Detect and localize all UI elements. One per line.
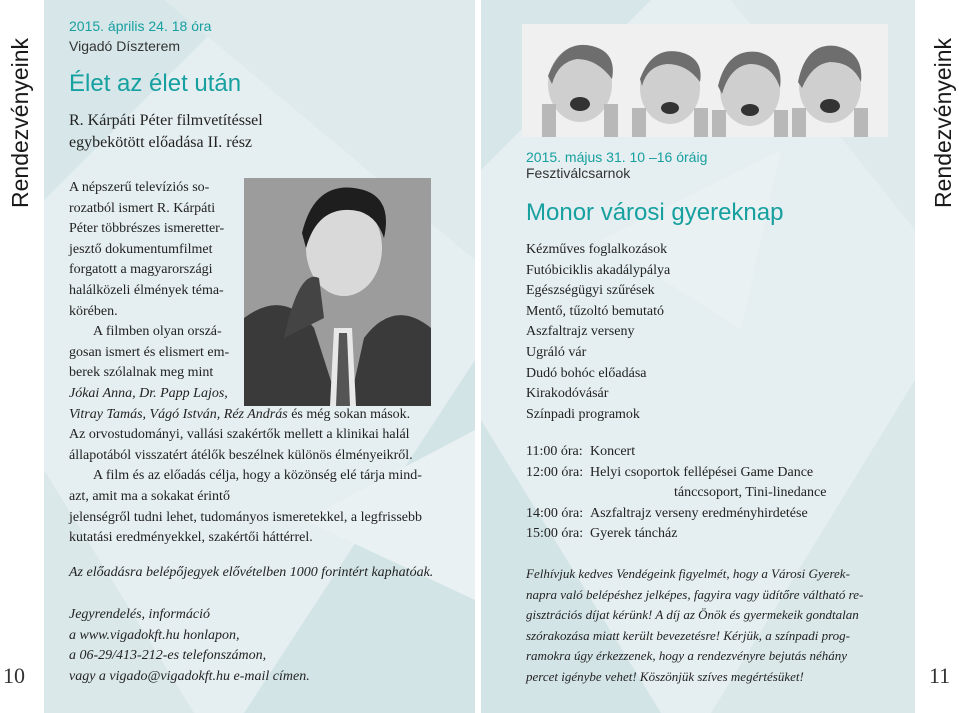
contact-line: a www.vigadokft.hu honlapon, <box>69 627 240 643</box>
body-line: gosan ismert és elismert em- <box>69 344 230 360</box>
contact-line: a 06-29/413-212-es telefonszámon, <box>69 648 267 664</box>
left-event-venue: Vigadó Díszterem <box>69 38 181 54</box>
body-line: Az orvostudományi, vallási szakértők mellett a klinikai halál <box>69 427 410 443</box>
activity-item: Futóbiciklis akadálypálya <box>526 262 671 278</box>
schedule-row <box>526 463 826 484</box>
notice-line: napra való belépéshez jelképes, fagyira vagy üdítőre váltható re- <box>526 586 864 602</box>
schedule-event: Koncert <box>590 444 636 459</box>
activities-list <box>526 240 670 425</box>
body-line <box>69 405 422 426</box>
contact-line: vagy a vigado@vigadokft.hu e-mail címen. <box>69 668 310 684</box>
schedule-time: 12:00 óra: <box>526 464 584 480</box>
activity-item: Ugráló vár <box>526 344 587 360</box>
subtitle-line: egybekötött előadása II. rész <box>69 134 253 151</box>
side-label-left: Rendezvényeink <box>7 37 33 208</box>
subtitle-line: R. Kárpáti Péter filmvetítéssel <box>69 112 263 129</box>
schedule-event: tánccsoport, Tini-linedance <box>674 485 827 501</box>
body-line: kutatási eredményekkel, szakértői háttérrel. <box>69 530 313 546</box>
body-line: jelenségről tudni lehet, tudományos ismeretekkel, a legfrissebb <box>69 509 423 525</box>
body-line: forgatott a magyarországi <box>69 262 213 278</box>
activity-item: Színpadi programok <box>526 406 640 422</box>
left-event-title: Élet az élet után <box>69 70 242 97</box>
left-body-text <box>69 178 422 549</box>
notice-line: percet igénybe vehet! Köszönjük szíves megértésüket! <box>526 668 804 684</box>
body-line: halálközeli élmények téma- <box>69 282 224 298</box>
activity-item: Kirakodóvásár <box>526 386 609 402</box>
children-photo <box>522 24 888 137</box>
schedule-event: Aszfaltrajz verseny eredményhirdetése <box>590 505 808 521</box>
body-line: körében. <box>69 303 118 319</box>
side-label-right: Rendezvényeink <box>930 37 956 208</box>
body-line: Jókai Anna, Dr. Papp Lajos, <box>69 385 228 401</box>
body-line: Péter többrészes ismeretter- <box>69 221 225 237</box>
page-number-right: 11 <box>929 663 951 688</box>
schedule-event: Gyerek táncház <box>590 526 678 542</box>
schedule-event: Helyi csoportok fellépései Game Dance <box>590 464 814 480</box>
names-rest: és még sokan mások. <box>287 406 411 422</box>
schedule-time: 11:00 óra: <box>526 444 583 459</box>
body-line: A film és az előadás célja, hogy a közönség elé tárja mind- <box>93 468 422 484</box>
left-event-subtitle <box>69 110 263 154</box>
schedule-row <box>526 483 826 504</box>
activity-item: Aszfaltrajz verseny <box>526 324 635 340</box>
contact-info <box>69 605 310 687</box>
notice-line: Felhívjuk kedves Vendégeink figyelmét, hogy a Városi Gyerek- <box>526 566 850 581</box>
notice-line: ramokra úgy érkezzenek, hogy a rendezvényre bejutás néhány <box>526 648 848 663</box>
page-number-left: 10 <box>3 663 25 688</box>
schedule-time: 15:00 óra: <box>526 526 584 542</box>
left-event-date: 2015. április 24. 18 óra <box>69 18 212 34</box>
schedule-row <box>526 524 826 545</box>
activity-item: Mentő, tűzoltó bemutató <box>526 303 665 319</box>
schedule-row <box>526 504 826 525</box>
body-line: rozatból ismert R. Kárpáti <box>69 200 216 216</box>
notice-line: szórakozása miatt került bevezetésre! Kérjük, a színpadi prog- <box>526 627 850 643</box>
notice-line: gisztrációs díjat kérünk! A díj az Önök és gyermekeik gondtalan <box>526 607 859 622</box>
body-line: állapotából visszatért átélők beszélnek különös élményeikről. <box>69 447 413 463</box>
schedule-list <box>526 442 826 545</box>
notice-text <box>526 564 863 687</box>
body-line: A népszerű televíziós so- <box>69 180 210 195</box>
body-line: A filmben olyan orszá- <box>93 324 222 340</box>
activity-item: Kézműves foglalkozások <box>526 242 668 257</box>
names-italic: Vitray Tamás, Vágó István, Réz András <box>69 406 288 422</box>
schedule-row <box>526 442 826 463</box>
ticket-note: Az előadásra belépőjegyek elővételben 1000 forintért kaphatóak. <box>69 565 434 580</box>
body-line: berek szólalnak meg mint <box>69 365 214 381</box>
contact-line: Jegyrendelés, információ <box>69 607 210 622</box>
right-event-date: 2015. május 31. 10 –16 óráig <box>526 149 708 165</box>
activity-item: Dudó bohóc előadása <box>526 365 647 381</box>
activity-item: Egészségügyi szűrések <box>526 283 655 299</box>
right-event-title: Monor városi gyereknap <box>526 199 784 226</box>
schedule-time: 14:00 óra: <box>526 505 584 521</box>
right-event-venue: Fesztiválcsarnok <box>526 165 631 181</box>
body-line: jesztő dokumentumfilmet <box>69 241 213 257</box>
body-line: azt, amit ma a sokakat érintő <box>69 488 230 504</box>
